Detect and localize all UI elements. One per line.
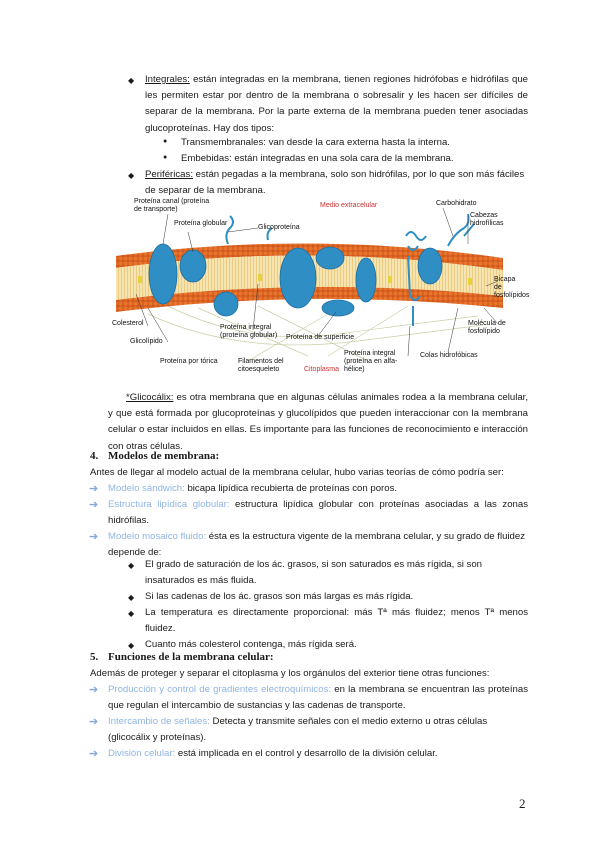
label-proteina-integral-globular: Proteína integral (proteína globular): [220, 324, 278, 339]
label-cabezas-hidrofilicas: Cabezas hidrofílicas: [470, 212, 504, 227]
model-term: Modelo sándwich:: [108, 483, 185, 494]
integrales-text: están integradas en la membrana, tienen regiones hidrófobas e hidrófilas que les permiten estar por dentro de la membrana o sobresalir y les hacen ser difíciles de separar de la membrana. Por la parte externa de la membrana pueden tener asociadas glucoproteínas. Hay dos tipos:: [145, 74, 528, 134]
function-text: Detecta y transmite señales con el medio externo u otras células (glicocálix y proteínas).: [108, 716, 488, 744]
type-embebidas: Embebidas: están integradas en una sola cara de la membrana.: [181, 153, 454, 164]
label-proteina-poro: Proteína por tórica: [160, 358, 218, 365]
perifericas-paragraph: [145, 167, 528, 199]
model-item: [108, 481, 528, 497]
section4-title: Modelos de membrana:: [108, 450, 220, 462]
arrow-right-icon: ➔: [89, 748, 99, 760]
membrane-illustration: [108, 196, 530, 374]
model-text: estructura lipídica globular con proteínas asociadas a las zonas hidrófilas.: [108, 499, 529, 527]
label-proteina-globular: Proteína globular: [174, 220, 228, 227]
section5-title: Funciones de la membrana celular:: [108, 651, 274, 663]
membrane-figure: [108, 196, 530, 374]
model-text: ésta es la estructura vigente de la membrana celular, y su grado de fluidez depende de:: [108, 531, 526, 559]
function-term: Producción y control de gradientes electroquímicos:: [108, 684, 332, 695]
function-term: División celular:: [108, 748, 176, 759]
label-proteina-integral-helice: Proteína integral (proteína en alfa-hélice): [344, 350, 398, 373]
glicocalix-term: *Glicocálix:: [126, 392, 174, 403]
glicocalix-text: es otra membrana que en algunas células animales rodea a la membrana celular, y que está formada por glucoproteínas y glucolípidos que pueden interaccionar con la membrana celular o estar incluidos en ellas. Es importante para las funciones de reconocimiento e interacción con otras células.: [108, 392, 528, 452]
arrow-right-icon: ➔: [89, 531, 99, 543]
section5-intro: Además de proteger y separar el citoplasma y los orgánulos del exterior tiene otras funciones:: [90, 668, 490, 679]
bullet-diamond-icon: ◆: [128, 76, 135, 85]
label-carbohidrato: Carbohidrato: [436, 200, 477, 207]
label-glicolipido: Glicolípido: [130, 338, 163, 345]
label-citoplasma: Citoplasma: [304, 366, 340, 373]
model-text: bicapa lipídica recubierta de proteínas con poros.: [184, 483, 398, 494]
label-medio-extracelular: Medio extracelular: [320, 202, 378, 209]
bullet-diamond-icon: ◆: [128, 609, 135, 618]
function-item: [108, 746, 528, 762]
bullet-dot-icon: ●: [163, 154, 168, 161]
section4-number: 4.: [90, 450, 99, 462]
label-proteina-canal: Proteína canal (proteína de transporte): [134, 198, 210, 213]
function-text: en la membrana se encuentran las proteínas que regulan el intercambio de sustancias y las cadenas de transporte.: [108, 684, 528, 712]
bullet-dot-icon: ●: [163, 138, 168, 145]
perifericas-term: Periféricas:: [145, 169, 193, 180]
bullet-diamond-icon: ◆: [128, 561, 135, 570]
label-filamentos: Filamentos del citoesqueleto: [238, 358, 284, 373]
model-term: Estructura lipídica globular:: [108, 499, 230, 510]
model-term: Modelo mosaico fluido:: [108, 531, 207, 542]
arrow-right-icon: ➔: [89, 684, 99, 696]
section5-number: 5.: [90, 651, 99, 663]
function-term: Intercambio de señales:: [108, 716, 210, 727]
bullet-diamond-icon: ◆: [128, 593, 135, 602]
model-item: [108, 497, 528, 529]
fluidity-factor: Cuanto más colesterol contenga, más rígida será.: [145, 639, 357, 650]
glicocalix-paragraph: [108, 390, 528, 455]
label-molecula-fosfolipido: Molécula de fosfolípido: [468, 320, 506, 335]
arrow-right-icon: ➔: [89, 499, 99, 511]
bullet-diamond-icon: ◆: [128, 171, 135, 180]
label-bicapa: Bicapa de fosfolípidos: [494, 276, 530, 299]
section4-intro: Antes de llegar al modelo actual de la membrana celular, hubo varias teorías de cómo podría ser:: [90, 467, 504, 478]
function-text: está implicada en el control y desarrollo de la división celular.: [175, 748, 438, 759]
arrow-right-icon: ➔: [89, 483, 99, 495]
perifericas-text: están pegadas a la membrana, solo son hidrófilas, por lo que son más fáciles de separar de la membrana.: [145, 169, 525, 197]
label-colas-hidrofobicas: Colas hidrofóbicas: [420, 352, 478, 359]
label-glicoproteina: Glicoproteína: [258, 224, 300, 231]
fluidity-factor: El grado de saturación de los ác. grasos, si son saturados es más rígida, si son insaturados es más fluida.: [145, 559, 483, 587]
page-number: 2: [519, 796, 526, 811]
arrow-right-icon: ➔: [89, 716, 99, 728]
label-proteina-superficie: Proteína de superficie: [286, 334, 355, 341]
integrales-paragraph: [145, 72, 528, 137]
label-colesterol: Colesterol: [112, 320, 144, 327]
integrales-term: Integrales:: [145, 74, 190, 85]
fluidity-factor: Si las cadenas de los ác. grasos son más largas es más rígida.: [145, 591, 414, 602]
function-item: [108, 714, 528, 746]
function-item: [108, 682, 528, 714]
bullet-diamond-icon: ◆: [128, 641, 135, 650]
type-transmembranales: Transmembranales: van desde la cara externa hasta la interna.: [181, 137, 450, 148]
fluidity-factor: La temperatura es directamente proporcional: más Tª más fluidez; menos Tª menos fluidez.: [145, 607, 528, 635]
